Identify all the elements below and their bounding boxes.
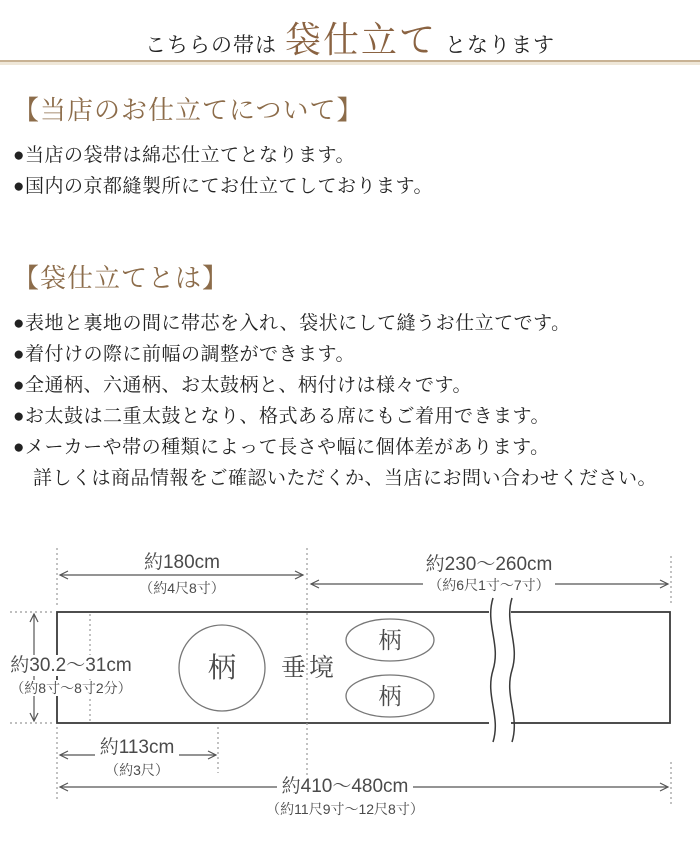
main-content <box>0 90 700 494</box>
bullet-item: ●表地と裏地の間に帯芯を入れ、袋状にして縫うお仕立てです。 <box>13 313 571 334</box>
pattern-label-ellipse-bottom: 柄 <box>378 683 402 709</box>
obi-width-shaku-label: （約8寸〜8寸2分） <box>0 680 142 696</box>
tare-boundary-label: 垂境 <box>280 654 337 682</box>
section-heading-fukuro: 【袋仕立てとは】 <box>13 264 230 293</box>
note-line: 詳しくは商品情報をご確認いただくか、当店にお問い合わせください。 <box>33 468 658 489</box>
te-length-shaku-label: （約4尺8寸） <box>139 580 225 596</box>
bullet-item: ●全通柄、六通柄、お太鼓柄と、柄付けは様々です。 <box>13 375 472 396</box>
bullet-item: ●着付けの際に前幅の調整ができます。 <box>13 344 355 365</box>
page-title <box>145 12 555 63</box>
pattern-label-ellipse-top: 柄 <box>378 627 402 653</box>
page-header <box>0 0 700 62</box>
total-length-shaku-label: （約11尺9寸〜12尺8寸） <box>266 801 424 817</box>
te-length-cm-label: 約180cm <box>143 552 221 573</box>
bullet-item: ●当店の袋帯は綿芯仕立てとなります。 <box>13 145 355 166</box>
total-length-cm-label: 約410〜480cm <box>235 776 455 798</box>
pattern-label-circle: 柄 <box>207 652 236 683</box>
bullet-item: ●お太鼓は二重太鼓となり、格式ある席にもご着用できます。 <box>13 406 550 427</box>
obi-width-cm-label: 約30.2〜31cm <box>0 655 142 677</box>
tailoring-bullet-list <box>13 140 690 202</box>
bullet-item: ●国内の京都縫製所にてお仕立てしております。 <box>13 176 433 197</box>
fukuro-bullet-list <box>13 308 690 494</box>
tare-length-cm-label: 約230〜260cm <box>425 554 553 575</box>
section-heading-tailoring: 【当店のお仕立てについて】 <box>13 96 364 125</box>
front-pattern-cm-label: 約113cm <box>57 737 217 759</box>
title-suffix: となります <box>445 33 555 57</box>
tare-length-shaku-label: （約6尺1寸〜7寸） <box>409 577 569 593</box>
bullet-item: ●メーカーや帯の種類によって長さや幅に個体差があります。 <box>13 437 550 458</box>
title-accent: 袋仕立て <box>284 20 437 60</box>
front-pattern-shaku-label: （約3尺） <box>105 762 169 778</box>
obi-dimension-diagram <box>0 530 700 842</box>
title-prefix: こちらの帯は <box>144 33 277 57</box>
